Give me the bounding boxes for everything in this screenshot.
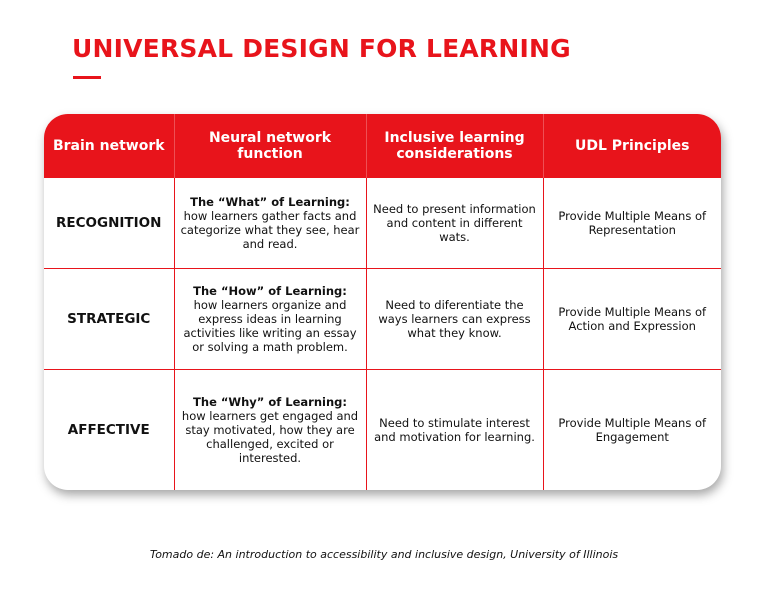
cell-network: AFFECTIVE (44, 369, 174, 490)
source-citation: Tomado de: An introduction to accessibility and inclusive design, University of Illinois (149, 548, 619, 561)
cell-principle: Provide Multiple Means of Representation (543, 178, 721, 268)
function-lead: The “Why” of Learning: (193, 394, 347, 409)
cell-principle: Provide Multiple Means of Engagement (543, 369, 721, 490)
cell-consideration: Need to present information and content in different wats. (366, 178, 543, 268)
header-udl-principles: UDL Principles (543, 114, 721, 178)
function-desc: how learners get engaged and stay motivated, how they are challenged, excited or interested. (181, 408, 359, 465)
cell-network: RECOGNITION (56, 214, 162, 231)
function-desc: how learners organize and express ideas in learning activities like writing an essay or solving a math problem. (183, 297, 357, 354)
title-underline (73, 76, 101, 79)
header-inclusive-considerations: Inclusive learning considerations (366, 114, 543, 178)
cell-network: STRATEGIC (44, 268, 174, 369)
cell-function (174, 268, 366, 369)
cell-principle: Provide Multiple Means of Action and Expression (543, 268, 721, 369)
function-lead: The “What” of Learning: (190, 194, 350, 209)
cell-consideration: Need to diferentiate the ways learners can express what they know. (366, 268, 543, 369)
udl-table (44, 114, 721, 490)
cell-function (174, 369, 366, 490)
cell-consideration: Need to stimulate interest and motivation for learning. (366, 369, 543, 490)
cell-function (174, 178, 366, 268)
table-header-row (44, 114, 721, 178)
header-brain-network: Brain network (52, 138, 165, 154)
function-lead: The “How” of Learning: (193, 283, 347, 298)
table-row (44, 369, 721, 490)
page-title: UNIVERSAL DESIGN FOR LEARNING (72, 34, 571, 63)
table-row (44, 268, 721, 369)
function-desc: how learners gather facts and categorize what they see, hear and read. (180, 208, 360, 251)
header-neural-function: Neural network function (174, 114, 366, 178)
udl-table-card (44, 114, 721, 490)
table-row (44, 178, 721, 268)
